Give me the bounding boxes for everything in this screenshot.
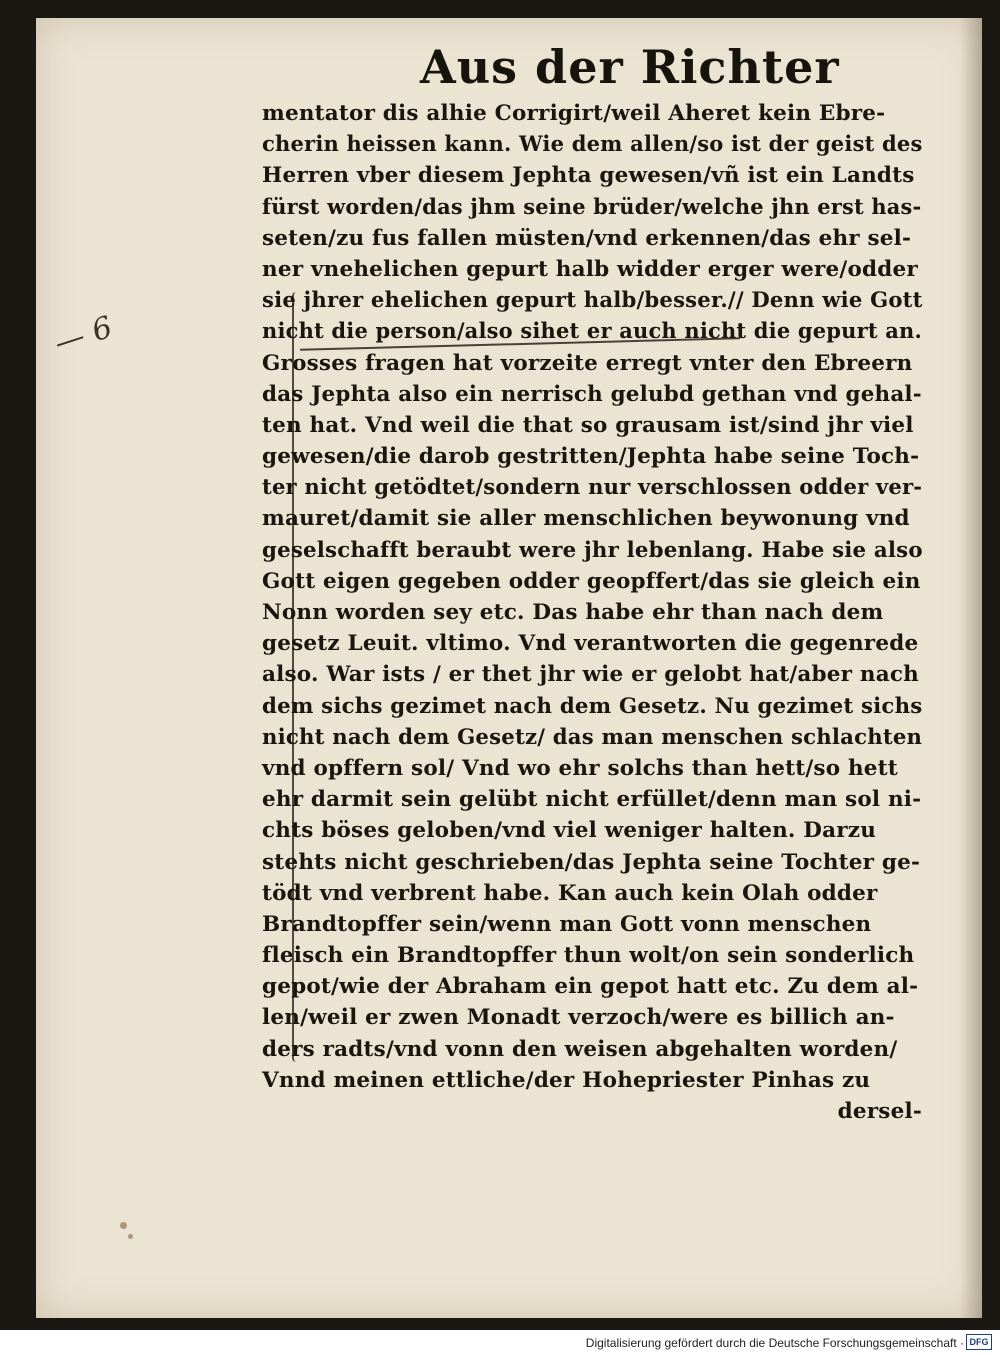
text-line: ten hat. Vnd weil die that so grausam ist/sind jhr viel bbox=[262, 412, 914, 438]
text-line: vnd opffern sol/ Vnd wo ehr solchs than hett/so hett bbox=[262, 755, 898, 781]
text-line: stehts nicht geschrieben/das Jephta seine Tochter ge‐ bbox=[262, 849, 921, 875]
text-line: Vnnd meinen ettliche/der Hohepriester Pinhas zu bbox=[262, 1067, 871, 1093]
text-line: das Jephta also ein nerrisch gelubd gethan vnd gehal‐ bbox=[262, 381, 922, 407]
text-line: mentator dis alhie Corrigirt/weil Aheret kein Ebre‐ bbox=[262, 101, 886, 126]
text-line: nicht die person/also sihet er auch nicht die gepurt an. bbox=[262, 319, 923, 345]
text-line: ders radts/vnd vonn den weisen abgehalten worden/ bbox=[262, 1036, 898, 1062]
text-line: sie jhrer ehelichen gepurt halb/besser.// Denn wie Gott bbox=[262, 288, 923, 314]
text-line: gewesen/die darob gestritten/Jephta habe seine Toch‐ bbox=[262, 444, 920, 470]
running-head: Aus der Richter bbox=[420, 40, 840, 94]
text-line: chts böses geloben/vnd viel weniger halten. Darzu bbox=[262, 818, 877, 844]
text-line: ter nicht getödtet/sondern nur verschlossen odder ver‐ bbox=[262, 475, 923, 501]
text-line: Grosses fragen hat vorzeite erregt vnter den Ebreern bbox=[262, 350, 913, 376]
dfg-logo: DFG bbox=[966, 1334, 992, 1350]
page-gutter-shadow bbox=[960, 18, 982, 1318]
handwritten-margin-note: — 6 bbox=[50, 309, 117, 362]
text-line: geselschafft beraubt were jhr lebenlang. Habe sie also bbox=[262, 537, 923, 563]
digitization-credit: Digitalisierung gefördert durch die Deutsche Forschungsgemeinschaft · bbox=[585, 1336, 964, 1350]
text-line: tödt vnd verbrent habe. Kan auch kein Olah odder bbox=[262, 880, 878, 906]
text-line: ehr darmit sein gelübt nicht erfüllet/denn man sol ni‐ bbox=[262, 787, 922, 813]
catchword: dersel‐ bbox=[837, 1099, 922, 1124]
text-line: fleisch ein Brandtopffer thun wolt/on sein sonderlich bbox=[262, 943, 915, 969]
text-line: gepot/wie der Abraham ein gepot hatt etc. Zu dem al‐ bbox=[262, 974, 919, 1000]
text-line: Brandtopffer sein/wenn man Gott vonn menschen bbox=[262, 911, 872, 937]
body-text bbox=[262, 98, 922, 1127]
text-line: gesetz Leuit. vltimo. Vnd verantworten die gegenrede bbox=[262, 631, 919, 657]
text-line: mauret/damit sie aller menschlichen beywonung vnd bbox=[262, 506, 910, 532]
text-line: len/weil er zwen Monadt verzoch/were es billich an‐ bbox=[262, 1005, 895, 1031]
text-line: seten/zu fus fallen müsten/vnd erkennen/das ehr sel‐ bbox=[262, 225, 912, 251]
text-line: fürst worden/das jhm seine brüder/welche jhn erst has‐ bbox=[262, 194, 922, 220]
text-line: ner vnehelichen gepurt halb widder erger were/odder bbox=[262, 256, 918, 282]
text-line: nicht nach dem Gesetz/ das man menschen schlachten bbox=[262, 724, 923, 750]
text-line: cherin heissen kann. Wie dem allen/so ist der geist des bbox=[262, 132, 923, 158]
ink-stain bbox=[120, 1222, 127, 1229]
text-line: Nonn worden sey etc. Das habe ehr than nach dem bbox=[262, 600, 884, 625]
ink-stain bbox=[128, 1234, 133, 1239]
text-line: Gott eigen gegeben odder geopffert/das sie gleich ein bbox=[262, 568, 921, 594]
text-line: dem sichs gezimet nach dem Gesetz. Nu gezimet sichs bbox=[262, 693, 923, 719]
text-line: also. War ists / er thet jhr wie er gelobt hat/aber nach bbox=[262, 662, 919, 688]
text-line: Herren vber diesem Jephta gewesen/vñ ist ein Landts bbox=[262, 163, 915, 189]
